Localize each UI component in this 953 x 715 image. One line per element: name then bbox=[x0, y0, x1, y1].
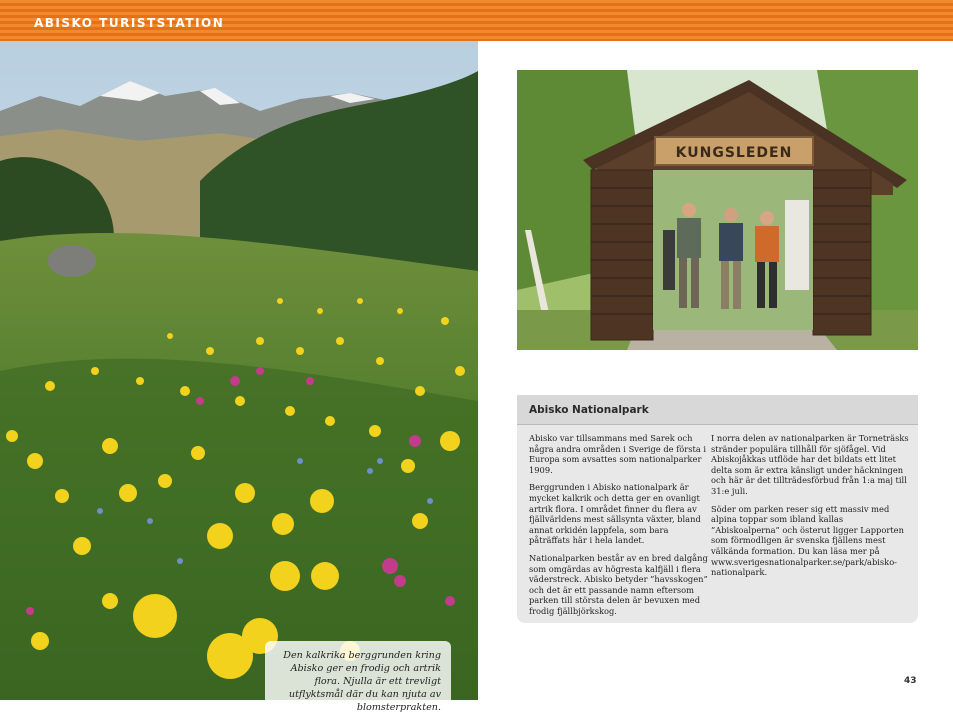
paragraph: Berggrunden i Abisko nationalpark är mycket kalkrik och detta ger en ovanligt artrik flora. I området finner du flera av fjällvärldens mest sällsynta växter, bland annat orkidén lappfela, som bara påträffats här i hela landet. bbox=[529, 482, 701, 546]
meadow-caption: Den kalkrika berggrunden kring Abisko ger en frodig och artrik flora. Njulla är ett trevligt utflyktsmål där du kan njuta av blomsterprakten. bbox=[265, 641, 451, 715]
paragraph: I norra delen av nationalparken är Torneträsks stränder populära tillhåll för sjöfågel. Vid Abiskojåkkas utflöde har det bildats ett litet delta som är extra känsligt under häckningen och här är det tillträdesförbud från 1:a maj till 31:e juli. bbox=[711, 433, 909, 496]
paragraph: Söder om parken reser sig ett massiv med alpina toppar som ibland kallas ”Abiskoalperna” och österut ligger Lapporten som förmodligen är svenska fjällens mest välkända formation. Du kan läsa mer på www.sverigesnationalparker.se/park/abisko-nationalpark. bbox=[711, 503, 904, 578]
gate-sign: KUNGSLEDEN bbox=[675, 145, 793, 161]
section-title: ABISKO TURISTSTATION bbox=[34, 16, 225, 30]
paragraph: Nationalparken består av en bred dalgång som omgärdas av högresta kalfjäll i flera väderstreck. Abisko betyder ”havsskogen” och det är ett passande namn eftersom parken till största delen är bevuxen med frodig fjällbjörkskog. bbox=[529, 552, 708, 616]
meadow-illustration bbox=[0, 41, 478, 700]
header-band bbox=[0, 0, 953, 41]
page-number: 43 bbox=[904, 676, 917, 686]
infobox-column-left bbox=[529, 433, 711, 624]
kungsleden-gate-photo bbox=[517, 70, 918, 350]
paragraph: Abisko var tillsammans med Sarek och några andra områden i Sverige de första i Europa som avsattes som nationalparker 1909. bbox=[529, 433, 707, 475]
national-park-infobox bbox=[517, 395, 918, 623]
meadow-photo bbox=[0, 41, 478, 713]
gate-illustration bbox=[517, 70, 918, 350]
infobox-title: Abisko Nationalpark bbox=[529, 404, 649, 416]
infobox-header bbox=[517, 395, 918, 425]
infobox-column-right bbox=[711, 433, 909, 585]
